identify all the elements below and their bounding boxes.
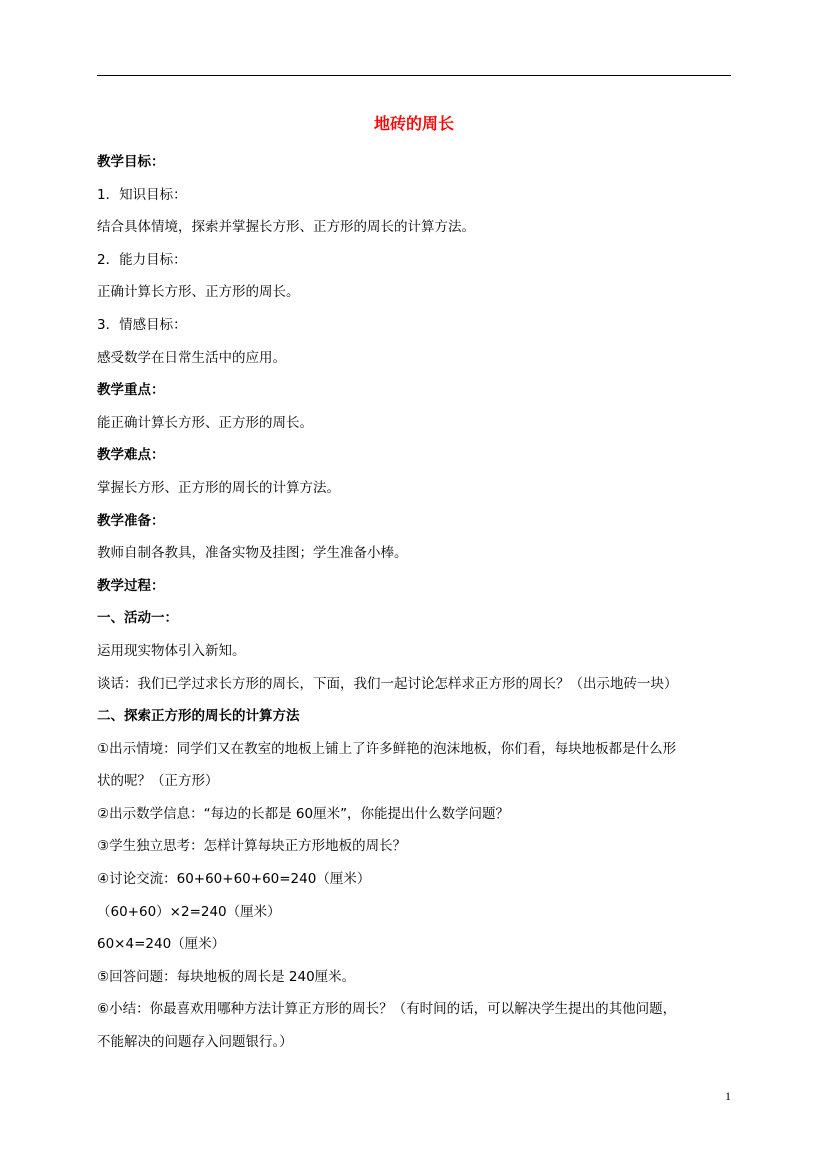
body-line: 感受数学在日常生活中的应用。 — [97, 349, 286, 366]
body-line: ⑥小结：你最喜欢用哪种方法计算正方形的周长？（有时间的话，可以解决学生提出的其他问题， — [97, 1001, 677, 1018]
section-heading: 教学过程： — [97, 577, 165, 594]
body-line: 教师自制各教具，准备实物及挂图；学生准备小棒。 — [97, 545, 408, 562]
body-line: 状的呢？（正方形） — [97, 773, 219, 790]
body-line: 2．能力目标： — [97, 251, 187, 268]
body-line: ①出示情境：同学们又在教室的地板上铺上了许多鲜艳的泡沫地板，你们看，每块地板都是什么形 — [97, 740, 677, 757]
document-body — [97, 146, 731, 1059]
body-line: ②出示数学信息：“每边的长都是 60厘米”，你能提出什么数学问题？ — [97, 805, 510, 822]
page-number: 1 — [725, 1089, 731, 1103]
body-line: 运用现实物体引入新知。 — [97, 642, 246, 659]
body-line: 谈话：我们已学过求长方形的周长，下面，我们一起讨论怎样求正方形的周长？（出示地砖一块） — [97, 675, 678, 692]
body-line: ④讨论交流：60+60+60+60=240（厘米） — [97, 871, 371, 888]
section-heading: 教学目标： — [97, 154, 165, 170]
section-heading: 教学准备： — [97, 512, 165, 529]
section-heading: 教学重点： — [97, 382, 165, 399]
body-line: 正确计算长方形、正方形的周长。 — [97, 284, 300, 301]
document-title: 地砖的周长 — [373, 114, 454, 133]
body-line: 结合具体情境，探索并掌握长方形、正方形的周长的计算方法。 — [97, 219, 475, 236]
body-line: 60×4=240（厘米） — [97, 936, 226, 953]
section-heading: 二、探索正方形的周长的计算方法 — [97, 708, 300, 725]
section-heading: 一、活动一： — [97, 610, 178, 627]
section-heading: 教学难点： — [97, 447, 165, 464]
body-line: （60+60）×2=240（厘米） — [97, 903, 281, 920]
body-line: 3．情感目标： — [97, 316, 187, 333]
body-line: ③学生独立思考：怎样计算每块正方形地板的周长？ — [97, 838, 407, 855]
body-line: 1．知识目标： — [97, 186, 187, 203]
body-line: 掌握长方形、正方形的周长的计算方法。 — [97, 479, 340, 496]
header-rule — [97, 75, 731, 76]
body-line: ⑤回答问题：每块地板的周长是 240厘米。 — [97, 968, 356, 985]
body-line: 不能解决的问题存入问题银行。） — [97, 1034, 293, 1051]
body-line: 能正确计算长方形、正方形的周长。 — [97, 414, 313, 431]
